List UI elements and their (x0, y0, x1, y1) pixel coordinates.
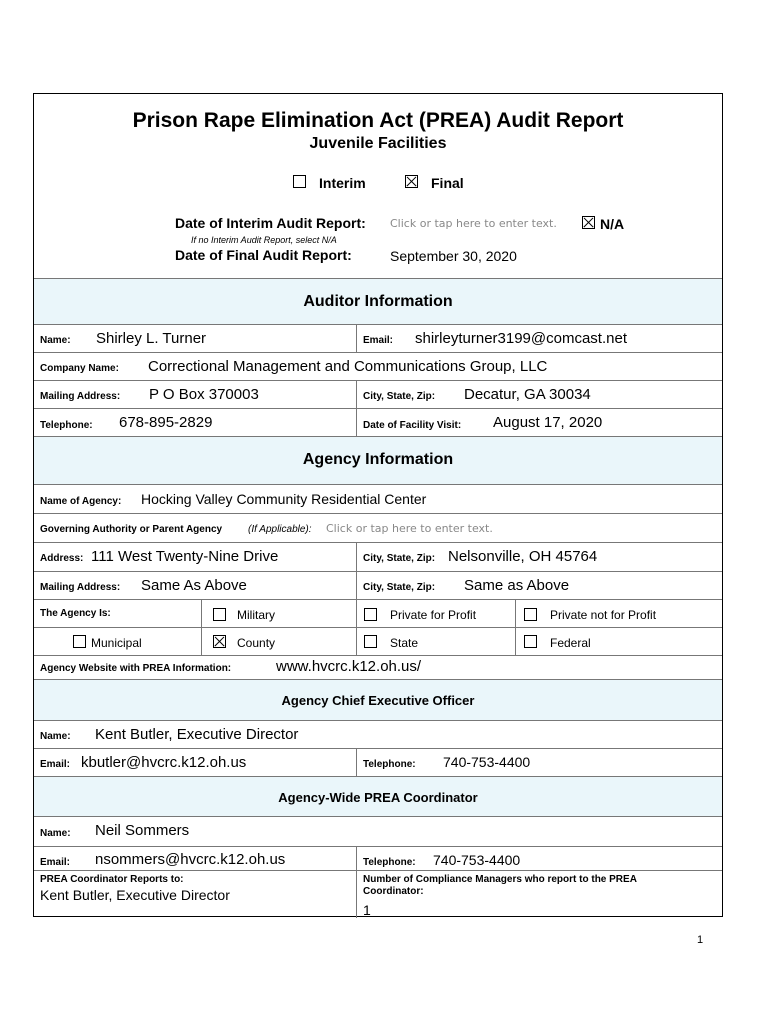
auditor-visit-value: August 17, 2020 (493, 414, 603, 431)
report-title: Prison Rape Elimination Act (PREA) Audit Report (132, 109, 624, 132)
private-nonprofit-label: Private not for Profit (550, 608, 657, 622)
ceo-row-email (34, 748, 722, 776)
auditor-csz-label: City, State, Zip: (363, 391, 436, 402)
auditor-row-mailing (34, 380, 722, 408)
auditor-mailing-label: Mailing Address: (40, 391, 121, 402)
auditor-phone-label: Telephone: (40, 420, 93, 431)
coordinator-phone-label: Telephone: (363, 857, 416, 868)
agency-gov-input[interactable]: Click or tap here to enter text. (326, 522, 493, 535)
agency-mcsz-value: Same as Above (464, 577, 570, 594)
checkbox-empty-icon (524, 608, 537, 621)
private-profit-label: Private for Profit (390, 608, 477, 622)
auditor-email-value: shirleyturner3199@comcast.net (415, 330, 627, 347)
coordinator-managers-value: 1 (363, 902, 371, 918)
divider (356, 847, 357, 871)
auditor-section-header (34, 278, 722, 324)
agency-heading: Agency Information (302, 451, 454, 468)
agency-name-value: Hocking Valley Community Residential Center (141, 491, 427, 507)
checkbox-checked-icon (405, 175, 418, 188)
agency-row-name (34, 484, 722, 513)
agency-is-label: The Agency Is: (40, 608, 111, 619)
county-label: County (237, 636, 276, 650)
agency-address-label: Address: (40, 553, 84, 564)
divider (356, 572, 357, 600)
municipal-label: Municipal (91, 636, 142, 650)
agency-row-website (34, 655, 722, 679)
checkbox-checked-icon (582, 216, 595, 229)
interim-date-label: Date of Interim Audit Report: (175, 215, 366, 231)
report-header (34, 94, 722, 278)
agency-csz-value: Nelsonville, OH 45764 (448, 548, 598, 565)
divider (201, 628, 202, 656)
agency-address-value: 111 West Twenty-Nine Drive (91, 548, 279, 565)
coordinator-heading: Agency-Wide PREA Coordinator (278, 790, 478, 805)
military-label: Military (237, 608, 275, 622)
auditor-row-company (34, 352, 722, 380)
agency-type-row-2 (34, 627, 722, 655)
ceo-row-name (34, 720, 722, 748)
ceo-phone-label: Telephone: (363, 759, 416, 770)
agency-row-address (34, 542, 722, 571)
state-label: State (390, 636, 419, 650)
checkbox-empty-icon (213, 608, 226, 621)
agency-row-governing (34, 513, 722, 542)
na-label: N/A (600, 216, 625, 232)
ceo-name-label: Name: (40, 731, 71, 742)
divider (356, 749, 357, 777)
divider (515, 628, 516, 656)
checkbox-empty-icon (524, 635, 537, 648)
interim-checkbox[interactable] (293, 174, 306, 192)
agency-gov-label: Governing Authority or Parent Agency (40, 524, 223, 535)
federal-label: Federal (550, 636, 591, 650)
state-checkbox[interactable] (364, 634, 377, 652)
auditor-company-value: Correctional Management and Communications Group, LLC (148, 358, 548, 375)
divider (356, 871, 357, 918)
auditor-visit-label: Date of Facility Visit: (363, 420, 462, 431)
auditor-phone-value: 678-895-2829 (119, 414, 213, 431)
checkbox-empty-icon (293, 175, 306, 188)
agency-mcsz-label: City, State, Zip: (363, 582, 436, 593)
auditor-name-label: Name: (40, 335, 71, 346)
agency-type-row-1 (34, 599, 722, 627)
checkbox-empty-icon (364, 635, 377, 648)
agency-row-mailing (34, 571, 722, 599)
audit-form (33, 93, 723, 917)
na-checkbox[interactable] (582, 215, 595, 233)
ceo-phone-value: 740-753-4400 (443, 754, 531, 770)
ceo-email-value: kbutler@hvcrc.k12.oh.us (81, 754, 247, 771)
auditor-mailing-value: P O Box 370003 (149, 386, 259, 403)
municipal-checkbox[interactable] (73, 634, 86, 652)
final-date-value: September 30, 2020 (390, 248, 517, 264)
final-checkbox[interactable] (405, 174, 418, 192)
divider (356, 543, 357, 572)
agency-mailing-label: Mailing Address: (40, 582, 121, 593)
agency-name-label: Name of Agency: (40, 496, 122, 507)
auditor-row-phone (34, 408, 722, 436)
final-date-label: Date of Final Audit Report: (175, 247, 352, 263)
private-nonprofit-checkbox[interactable] (524, 607, 537, 625)
coordinator-row-email (34, 846, 722, 870)
coordinator-reports-value: Kent Butler, Executive Director (40, 887, 230, 903)
auditor-name-value: Shirley L. Turner (96, 330, 207, 347)
auditor-heading: Auditor Information (303, 293, 453, 310)
ceo-name-value: Kent Butler, Executive Director (95, 726, 299, 743)
divider (515, 600, 516, 628)
interim-label: Interim (319, 175, 366, 191)
checkbox-empty-icon (364, 608, 377, 621)
coordinator-row-reports (34, 870, 722, 917)
divider (356, 600, 357, 628)
coordinator-section-header (34, 776, 722, 816)
military-checkbox[interactable] (213, 607, 226, 625)
divider (201, 600, 202, 628)
federal-checkbox[interactable] (524, 634, 537, 652)
agency-website-label: Agency Website with PREA Information: (40, 663, 232, 674)
auditor-company-label: Company Name: (40, 363, 119, 374)
checkbox-empty-icon (73, 635, 86, 648)
divider (356, 325, 357, 353)
agency-csz-label: City, State, Zip: (363, 553, 436, 564)
report-subtitle: Juvenile Facilities (309, 135, 447, 152)
agency-website-link[interactable]: www.hvcrc.k12.oh.us/ (276, 658, 422, 675)
ceo-section-header (34, 679, 722, 720)
coordinator-name-value: Neil Sommers (95, 822, 190, 839)
coordinator-reports-label: PREA Coordinator Reports to: (40, 874, 184, 885)
auditor-email-label: Email: (363, 335, 394, 346)
auditor-csz-value: Decatur, GA 30034 (464, 386, 591, 403)
divider (356, 409, 357, 437)
ceo-email-label: Email: (40, 759, 71, 770)
coordinator-name-label: Name: (40, 828, 71, 839)
page-number: 1 (697, 934, 704, 946)
checkbox-checked-icon (213, 635, 226, 648)
auditor-row-name (34, 324, 722, 352)
agency-mailing-value: Same As Above (141, 577, 247, 594)
coordinator-email-value: nsommers@hvcrc.k12.oh.us (95, 851, 286, 868)
coordinator-email-label: Email: (40, 857, 71, 868)
private-profit-checkbox[interactable] (364, 607, 377, 625)
ceo-heading: Agency Chief Executive Officer (281, 693, 475, 708)
agency-section-header (34, 436, 722, 484)
interim-note: If no Interim Audit Report, select N/A (191, 235, 337, 245)
divider (356, 381, 357, 409)
coordinator-phone-value: 740-753-4400 (433, 852, 521, 868)
agency-gov-note: (If Applicable): (248, 524, 312, 535)
divider (356, 628, 357, 656)
county-checkbox[interactable] (213, 634, 226, 652)
final-label: Final (431, 175, 464, 191)
coordinator-managers-label: Number of Compliance Managers who report to the PREA Coordinator: (363, 874, 637, 897)
interim-date-input[interactable]: Click or tap here to enter text. (390, 217, 557, 230)
coordinator-row-name (34, 816, 722, 846)
